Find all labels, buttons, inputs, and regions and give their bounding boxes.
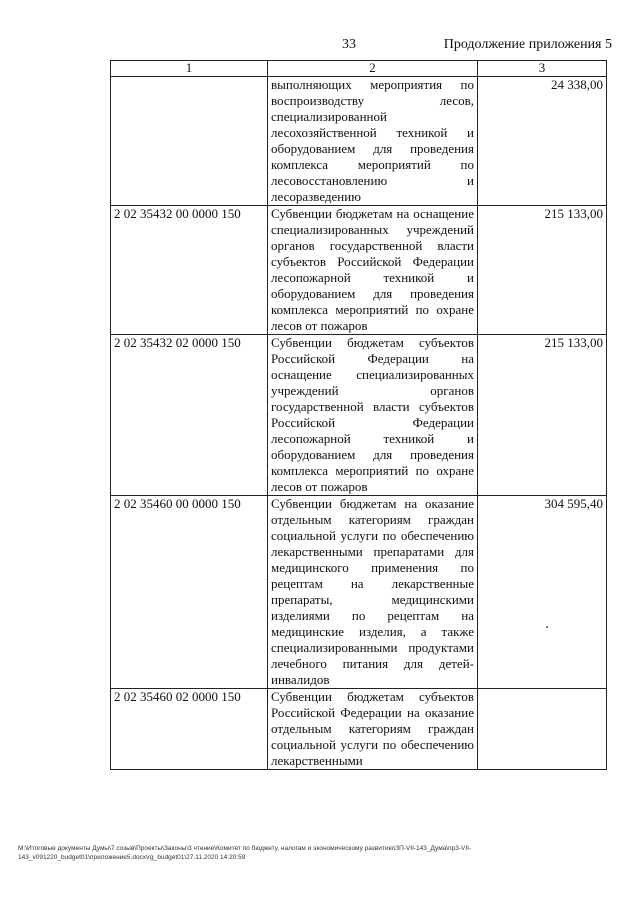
budget-code: 2 02 35432 02 0000 150 <box>111 335 268 496</box>
budget-description: Субвенции бюджетам субъектов Российской Федерации на оснащение специализированных учреждений органов государственной власти субъектов Российской Федерации лесопожарной техникой и оборудованием для проведения комплекса мероприятий по охране лесов от пожаров <box>268 335 478 496</box>
column-header-2: 2 <box>268 61 478 77</box>
budget-amount: 24 338,00 <box>478 77 607 206</box>
budget-amount: 215 133,00 <box>478 335 607 496</box>
budget-amount: 215 133,00 <box>478 206 607 335</box>
table-row <box>111 335 607 496</box>
budget-code: 2 02 35460 00 0000 150 <box>111 496 268 689</box>
table-row <box>111 689 607 770</box>
budget-description: Субвенции бюджетам на оснащение специализированных учреждений органов государственной власти субъектов Российской Федерации лесопожарной техникой и оборудованием для проведения комплекса мероприятий по охране лесов от пожаров <box>268 206 478 335</box>
appendix-continuation-label: Продолжение приложения 5 <box>443 37 612 52</box>
budget-amount: 304 595,40 <box>478 496 607 689</box>
budget-amount <box>478 689 607 770</box>
page-number: 33 <box>342 37 356 52</box>
table-header-row <box>111 61 607 77</box>
column-header-1: 1 <box>111 61 268 77</box>
document-file-path: М:\Итоговые документы Думы\7 созыв\Проекты\Законы\3 чтение\Комитет по бюджету, налогам и экономическому развитию\ЗП-VII-143_Дума\пр3-VII-143_v091220_budget01\приложение5.docx\rg_budget01\27.11.2020 14:20:59 <box>18 845 472 861</box>
budget-description: Субвенции бюджетам субъектов Российской Федерации на оказание отдельным категориям граждан социальной услуги по обеспечению лекарственными <box>268 689 478 770</box>
budget-description: Субвенции бюджетам на оказание отдельным категориям граждан социальной услуги по обеспечению лекарственными препаратами для медицинского применения по рецептам на лекарственные препараты, медицинскими изделиями по рецептам на медицинские изделия, а также специализированными продуктами лечебного питания для детей-инвалидов <box>268 496 478 689</box>
budget-code: 2 02 35432 00 0000 150 <box>111 206 268 335</box>
scan-speck <box>546 626 548 628</box>
table-row <box>111 496 607 689</box>
budget-code <box>111 77 268 206</box>
budget-code: 2 02 35460 02 0000 150 <box>111 689 268 770</box>
column-header-3: 3 <box>478 61 607 77</box>
budget-table <box>110 60 607 770</box>
budget-description: выполняющих мероприятия по воспроизводству лесов, специализированной лесохозяйственной техникой и оборудованием для проведения комплекса мероприятий по лесовосстановлению и лесоразведению <box>268 77 478 206</box>
table-row <box>111 206 607 335</box>
table-row <box>111 77 607 206</box>
